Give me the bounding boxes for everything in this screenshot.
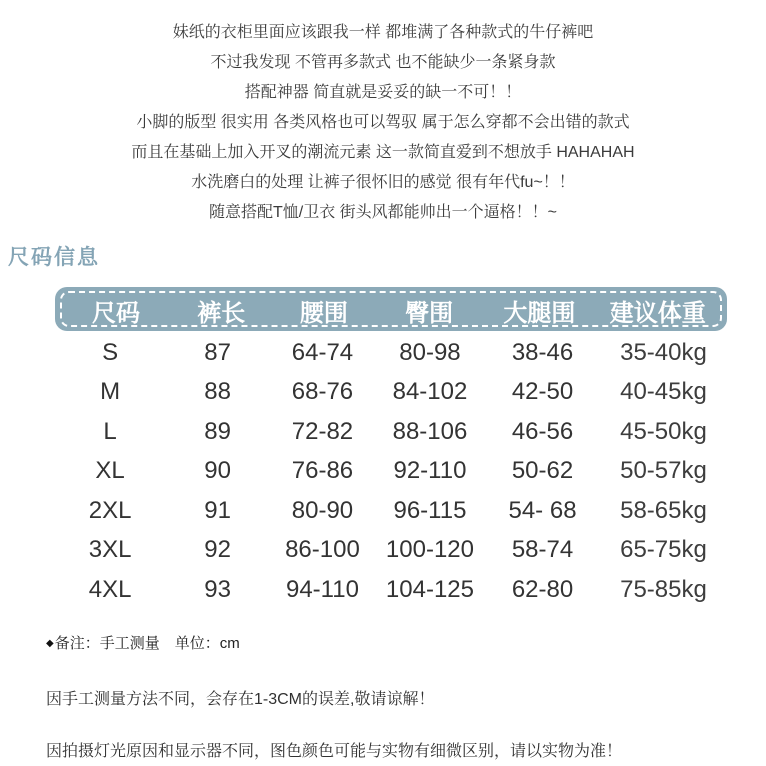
cell-length: 90 [204,457,231,485]
cell-size: 3XL [88,536,132,564]
cell-thigh: 62-80 [511,575,574,603]
cell-hip: 84-102 [392,378,468,406]
cell-weight: 35-40kg [620,338,707,366]
cell-weight: 45-50kg [620,417,707,445]
cell-weight: 40-45kg [620,378,707,406]
column-header-thigh: 大腿围 [503,300,576,327]
table-row [55,412,727,452]
intro-text-block [0,18,766,228]
cell-length: 89 [204,417,231,445]
cell-waist: 94-110 [285,575,359,603]
intro-line: 小脚的版型 很实用 各类风格也可以驾驭 属于怎么穿都不会出错的款式 [136,114,630,131]
table-row [55,491,727,531]
cell-waist: 86-100 [285,536,360,564]
cell-waist: 72-82 [291,417,354,445]
cell-length: 92 [204,536,231,564]
cell-waist: 80-90 [291,496,354,524]
cell-thigh: 54- 68 [508,496,577,524]
cell-waist: 68-76 [291,378,354,406]
cell-weight: 65-75kg [620,536,707,564]
cell-hip: 92-110 [393,457,467,485]
cell-size: 2XL [88,496,132,524]
cell-thigh: 42-50 [511,378,574,406]
cell-thigh: 38-46 [511,338,574,366]
cell-weight: 58-65kg [620,496,707,524]
column-header-weight: 建议体重 [609,300,706,327]
cell-hip: 96-115 [393,496,467,524]
table-row [55,373,727,413]
cell-hip: 88-106 [392,417,468,445]
column-header-waist: 腰围 [299,300,348,327]
intro-line: 妹纸的衣柜里面应该跟我一样 都堆满了各种款式的牛仔裤吧 [172,24,594,41]
remark-text: 备注：手工测量 单位：cm [54,635,240,652]
measurement-remark [46,632,240,653]
size-chart-body [55,333,727,610]
size-info-heading: 尺码信息 [8,246,100,269]
table-row [55,570,727,610]
cell-size: S [102,338,119,366]
size-chart-header-row [60,291,722,327]
intro-line: 水洗磨白的处理 让裤子很怀旧的感觉 很有年代fu~！！ [191,174,575,191]
cell-size: L [103,417,117,445]
cell-thigh: 58-74 [511,536,574,564]
column-header-hip: 臀围 [405,300,454,327]
intro-line: 随意搭配T恤/卫衣 街头风都能帅出一个逼格！！~ [208,204,557,221]
cell-size: XL [95,457,125,485]
cell-hip: 100-120 [385,536,474,564]
cell-length: 88 [204,378,231,406]
cell-thigh: 46-56 [511,417,574,445]
cell-weight: 50-57kg [620,457,707,485]
diamond-bullet-icon: ◆ [46,638,54,649]
size-chart-table [55,287,727,610]
intro-line: 而且在基础上加入开叉的潮流元素 这一款简直爱到不想放手 HAHAHAH [131,144,635,161]
cell-weight: 75-85kg [620,575,707,603]
column-header-length: 裤长 [197,300,246,327]
size-chart-header-bar [55,287,727,331]
cell-thigh: 50-62 [511,457,574,485]
intro-line: 搭配神器 简直就是妥妥的缺一不可！！ [244,84,522,101]
cell-waist: 76-86 [291,457,354,485]
color-disclaimer: 因拍摄灯光原因和显示器不同，图色颜色可能与实物有细微区别，请以实物为准！ [46,743,623,760]
cell-hip: 104-125 [385,575,474,603]
table-row [55,333,727,373]
measurement-disclaimer: 因手工测量方法不同，会存在1-3CM的误差,敬请谅解！ [46,691,435,708]
intro-line: 不过我发现 不管再多款式 也不能缺少一条紧身款 [210,54,556,71]
cell-length: 93 [204,575,231,603]
column-header-size: 尺码 [91,300,140,327]
cell-length: 91 [204,496,231,524]
cell-hip: 80-98 [399,338,461,366]
table-row [55,452,727,492]
cell-size: M [100,378,121,406]
cell-waist: 64-74 [291,338,354,366]
cell-size: 4XL [88,575,132,603]
table-row [55,531,727,571]
cell-length: 87 [204,338,231,366]
